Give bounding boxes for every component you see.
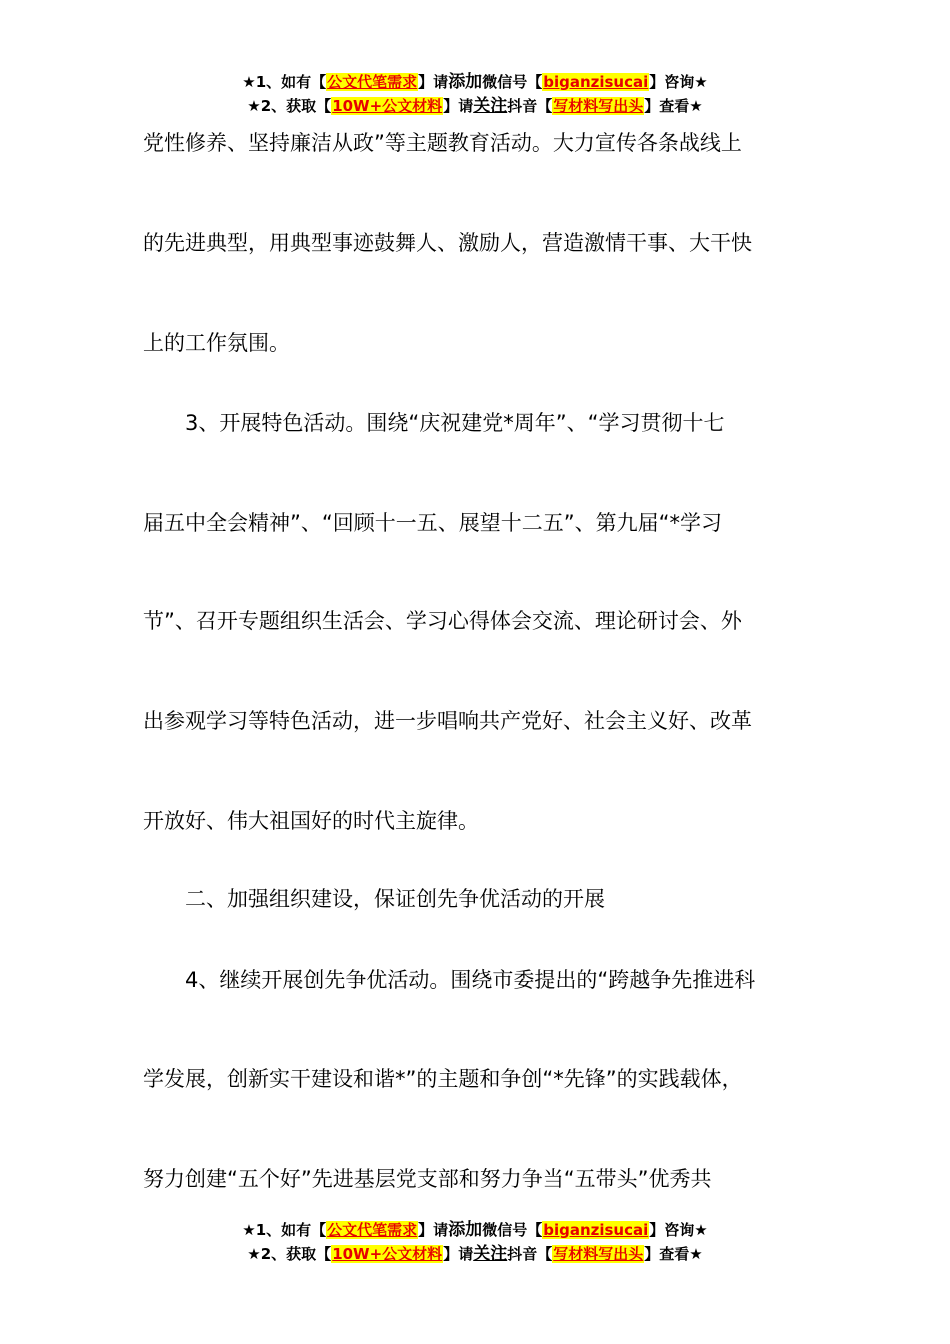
body-line: 届五中全会精神”、“回顾十一五、展望十二五”、第九届“*学习 xyxy=(143,511,723,535)
banner-text: 微信号【 xyxy=(482,73,543,91)
banner-text: ★2、获取【 xyxy=(247,1245,332,1263)
body-line: 出参观学习等特色活动，进一步唱响共产党好、社会主义好、改革 xyxy=(143,709,752,733)
body-line: 开放好、伟大祖国好的时代主旋律。 xyxy=(143,809,479,833)
paragraph-3-line: 3、开展特色活动。围绕“庆祝建党*周年”、“学习贯彻十七 xyxy=(143,411,725,435)
banner-line-2 xyxy=(0,1242,950,1266)
footer-banner xyxy=(0,1218,950,1266)
banner-text: 】请 xyxy=(443,97,474,115)
banner-text: 微信号【 xyxy=(482,1221,543,1239)
banner-text: 】请 xyxy=(443,1245,474,1263)
body-line: 上的工作氛围。 xyxy=(143,331,290,355)
banner-text: ★2、获取【 xyxy=(247,97,332,115)
header-banner xyxy=(0,70,950,118)
highlight-materials: 10W+公文材料 xyxy=(332,1245,443,1263)
banner-text: 抖音【 xyxy=(507,1245,553,1263)
body-line: 学发展，创新实干建设和谐*”的主题和争创“*先锋”的实践载体， xyxy=(143,1067,743,1091)
highlight-service: 公文代笔需求 xyxy=(327,1221,418,1239)
highlight-wechat-id: biganzisucai xyxy=(543,73,649,91)
body-line: 节”、召开专题组织生活会、学习心得体会交流、理论研讨会、外 xyxy=(143,609,742,633)
banner-text: 】咨询★ xyxy=(649,73,708,91)
banner-text: 】查看★ xyxy=(644,1245,703,1263)
banner-emphasis: 添加 xyxy=(448,1220,483,1240)
highlight-douyin: 写材料写出头 xyxy=(553,1245,644,1263)
highlight-douyin: 写材料写出头 xyxy=(553,97,644,115)
highlight-wechat-id: biganzisucai xyxy=(543,1221,649,1239)
banner-text: 】查看★ xyxy=(644,97,703,115)
banner-text: ★1、如有【 xyxy=(242,1221,327,1239)
banner-text: 】请 xyxy=(418,1221,449,1239)
banner-emphasis: 关注 xyxy=(473,1244,508,1264)
banner-text: 】请 xyxy=(418,73,449,91)
paragraph-4-line: 4、继续开展创先争优活动。围绕市委提出的“跨越争先推进科 xyxy=(143,968,756,992)
banner-line-2 xyxy=(0,94,950,118)
highlight-materials: 10W+公文材料 xyxy=(332,97,443,115)
body-line: 的先进典型，用典型事迹鼓舞人、激励人，营造激情干事、大干快 xyxy=(143,231,752,255)
section-heading: 二、加强组织建设，保证创先争优活动的开展 xyxy=(143,887,605,911)
banner-text: 抖音【 xyxy=(507,97,553,115)
body-line: 党性修养、坚持廉洁从政”等主题教育活动。大力宣传各条战线上 xyxy=(143,131,742,155)
banner-text: 】咨询★ xyxy=(649,1221,708,1239)
banner-text: ★1、如有【 xyxy=(242,73,327,91)
banner-line-1 xyxy=(0,70,950,94)
banner-line-1 xyxy=(0,1218,950,1242)
highlight-service: 公文代笔需求 xyxy=(327,73,418,91)
banner-emphasis: 添加 xyxy=(448,72,483,92)
banner-emphasis: 关注 xyxy=(473,96,508,116)
body-line: 努力创建“五个好”先进基层党支部和努力争当“五带头”优秀共 xyxy=(143,1167,712,1191)
